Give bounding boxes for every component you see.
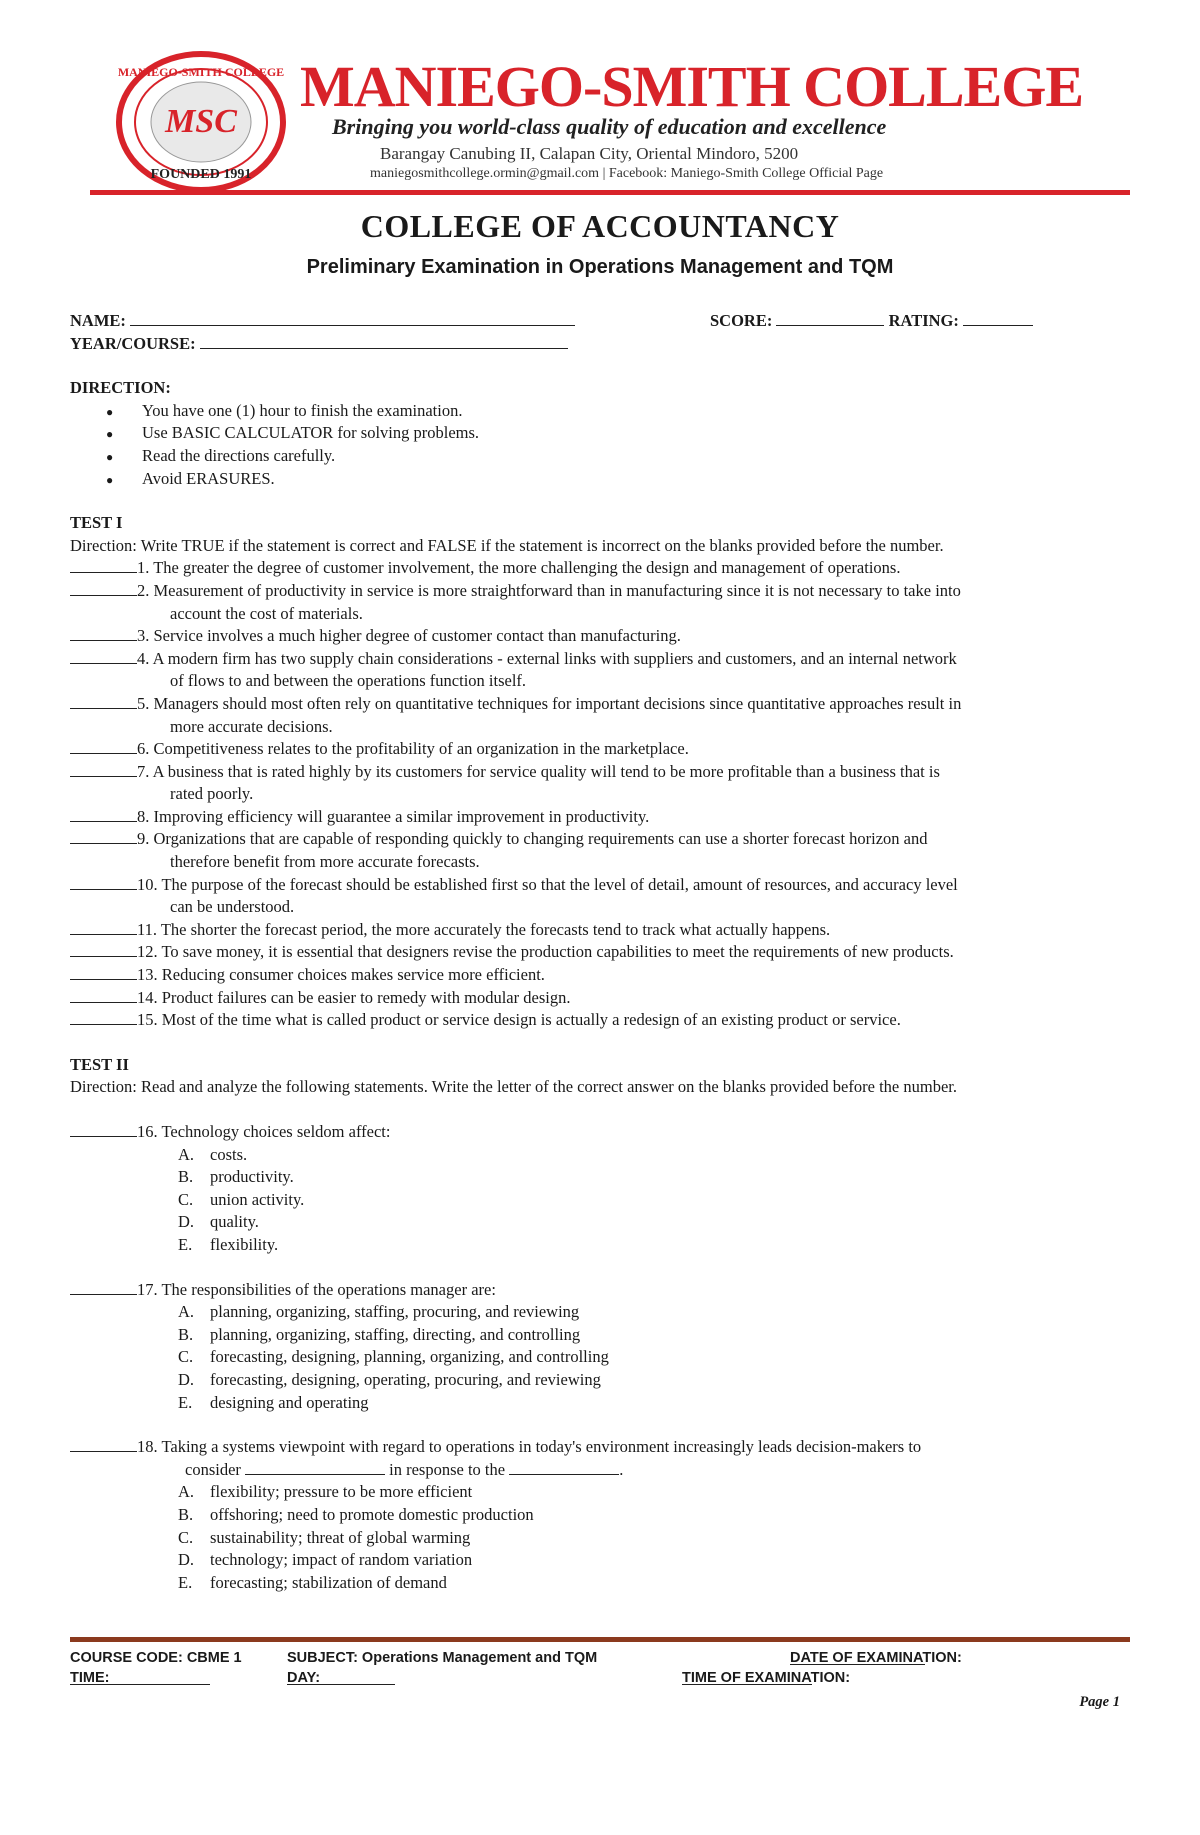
- list-item: ● You have one (1) hour to finish the examination.: [142, 400, 1140, 423]
- list-item: ● Avoid ERASURES.: [142, 468, 1140, 491]
- time-exam-field[interactable]: [682, 1670, 812, 1685]
- test1-direction: Direction: Write TRUE if the statement is correct and FALSE if the statement is incorrect on the blanks provided before the number.: [70, 535, 944, 555]
- course-code: COURSE CODE: CBME 1: [70, 1650, 242, 1666]
- option: A. planning, organizing, staffing, procuring, and reviewing: [178, 1302, 580, 1322]
- answer-blank[interactable]: [70, 920, 137, 935]
- name-label: NAME:: [70, 311, 126, 330]
- header-divider: [90, 190, 1130, 195]
- option: C. forecasting, designing, planning, organizing, and controlling: [178, 1347, 609, 1367]
- question-15: 15. Most of the time what is called product or service design is actually a redesign of an existing product or service.: [70, 1009, 1140, 1032]
- question-18-stem: 18. Taking a systems viewpoint with regard to operations in today's environment increasingly leads decision-makers to: [137, 1437, 922, 1457]
- college-seal-logo: [106, 50, 296, 195]
- option: C. sustainability; threat of global warming: [178, 1527, 471, 1547]
- date-field[interactable]: [790, 1650, 925, 1665]
- answer-blank[interactable]: [70, 875, 137, 890]
- name-score-line: [70, 310, 1140, 333]
- answer-blank[interactable]: [70, 762, 137, 777]
- seal-monogram: MSC: [165, 103, 237, 140]
- answer-blank[interactable]: [70, 581, 137, 596]
- college-address: Barangay Canubing II, Calapan City, Oriental Mindoro, 5200: [380, 144, 799, 163]
- year-course-line: [70, 333, 1140, 356]
- score-label: SCORE:: [710, 311, 773, 330]
- question-4: 4. A modern firm has two supply chain considerations - external links with suppliers and customers, and an internal network of flows to and between the operations function itself.: [70, 648, 1140, 693]
- year-course-label: YEAR/COURSE:: [70, 333, 196, 353]
- seal-bottom-text: FOUNDED 1991: [150, 167, 252, 182]
- question-9: 9. Organizations that are capable of responding quickly to changing requirements can use a shorter forecast horizon and therefore benefit from more accurate forecasts.: [70, 828, 1140, 873]
- footer-divider: [70, 1637, 1130, 1642]
- college-tagline: Bringing you world-class quality of education and excellence: [332, 114, 887, 139]
- question-16: [70, 1121, 1140, 1144]
- seal-top-text: MANIEGO-SMITH COLLEGE: [117, 65, 285, 79]
- answer-blank[interactable]: [70, 1437, 137, 1452]
- question-17-stem: 17. The responsibilities of the operations manager are:: [137, 1279, 496, 1299]
- question-1: 1. The greater the degree of customer involvement, the more challenging the design and management of operations.: [70, 557, 1140, 580]
- question-14: 14. Product failures can be easier to remedy with modular design.: [70, 987, 1140, 1010]
- option: B. productivity.: [178, 1167, 294, 1187]
- exam-title: Preliminary Examination in Operations Management and TQM: [306, 256, 894, 278]
- day-field[interactable]: [287, 1670, 395, 1685]
- name-field[interactable]: [130, 311, 575, 326]
- test1-questions: [70, 557, 1140, 1031]
- answer-blank[interactable]: [70, 829, 137, 844]
- option: D. technology; impact of random variation: [178, 1550, 473, 1570]
- fill-blank[interactable]: [509, 1460, 619, 1475]
- fill-blank[interactable]: [245, 1460, 385, 1475]
- option: B. offshoring; need to promote domestic production: [178, 1504, 534, 1524]
- rating-field[interactable]: [963, 311, 1033, 326]
- direction-list: [70, 400, 1140, 490]
- score-field[interactable]: [776, 311, 884, 326]
- test1-heading: TEST I: [70, 513, 123, 533]
- answer-blank[interactable]: [70, 558, 137, 573]
- question-11: 11. The shorter the forecast period, the more accurately the forecasts tend to track what actually happens.: [70, 919, 1140, 942]
- option: E. designing and operating: [178, 1392, 369, 1412]
- rating-label: RATING:: [888, 311, 959, 330]
- page-number: Page 1: [1079, 1694, 1120, 1710]
- answer-blank[interactable]: [70, 694, 137, 709]
- answer-blank[interactable]: [70, 1010, 137, 1025]
- subject: SUBJECT: Operations Management and TQM: [287, 1650, 598, 1666]
- answer-blank[interactable]: [70, 626, 137, 641]
- test2-direction: Direction: Read and analyze the following statements. Write the letter of the correct answer on the blanks provided before the number.: [70, 1077, 957, 1097]
- answer-blank[interactable]: [70, 988, 137, 1003]
- answer-blank[interactable]: [70, 807, 137, 822]
- question-17-options: [70, 1301, 1140, 1414]
- time-field[interactable]: [70, 1670, 210, 1685]
- question-13: 13. Reducing consumer choices makes service more efficient.: [70, 964, 1140, 987]
- option: D. forecasting, designing, operating, procuring, and reviewing: [178, 1369, 601, 1389]
- question-18-continuation: consider in response to the .: [185, 1459, 624, 1479]
- answer-blank[interactable]: [70, 649, 137, 664]
- list-item: ● Use BASIC CALCULATOR for solving problems.: [142, 422, 1140, 445]
- college-name: MANIEGO-SMITH COLLEGE: [300, 54, 1084, 119]
- option: A. costs.: [178, 1144, 248, 1164]
- option: E. forecasting; stabilization of demand: [178, 1572, 447, 1592]
- question-17: [70, 1279, 1140, 1302]
- answer-blank[interactable]: [70, 965, 137, 980]
- option: E. flexibility.: [178, 1234, 279, 1254]
- question-16-options: [70, 1144, 1140, 1257]
- option: D. quality.: [178, 1212, 259, 1232]
- answer-blank[interactable]: [70, 739, 137, 754]
- question-8: 8. Improving efficiency will guarantee a similar improvement in productivity.: [70, 806, 1140, 829]
- question-2: 2. Measurement of productivity in service is more straightforward than in manufacturing since it is not necessary to take into account the cost of materials.: [70, 580, 1140, 625]
- question-12: 12. To save money, it is essential that designers revise the production capabilities to meet the requirements of new products.: [70, 941, 1140, 964]
- answer-blank[interactable]: [70, 1122, 137, 1137]
- question-18-options: [70, 1481, 1140, 1594]
- department-title: COLLEGE OF ACCOUNTANCY: [360, 208, 840, 244]
- question-3: 3. Service involves a much higher degree of customer contact than manufacturing.: [70, 625, 1140, 648]
- question-7: 7. A business that is rated highly by its customers for service quality will tend to be more profitable than a business that is rated poorly.: [70, 761, 1140, 806]
- list-item: ● Read the directions carefully.: [142, 445, 1140, 468]
- option: C. union activity.: [178, 1189, 305, 1209]
- test2-heading: TEST II: [70, 1054, 129, 1074]
- question-16-stem: 16. Technology choices seldom affect:: [137, 1122, 391, 1141]
- letterhead: [100, 46, 1120, 196]
- answer-blank[interactable]: [70, 1280, 137, 1295]
- question-18: [70, 1436, 1140, 1459]
- college-contact: maniegosmithcollege.ormin@gmail.com | Facebook: Maniego-Smith College Official Page: [370, 166, 884, 181]
- direction-heading: DIRECTION:: [70, 378, 171, 398]
- option: A. flexibility; pressure to be more efficient: [178, 1482, 473, 1502]
- year-course-field[interactable]: [200, 334, 568, 349]
- question-5: 5. Managers should most often rely on quantitative techniques for important decisions since quantitative approaches result in more accurate decisions.: [70, 693, 1140, 738]
- question-6: 6. Competitiveness relates to the profitability of an organization in the marketplace.: [70, 738, 1140, 761]
- footer: COURSE CODE: CBME 1 SUBJECT: Operations Management and TQM DATE OF EXAMINATION: TIME: DAY: TIME OF EXAMINATION: Page 1: [70, 1650, 1120, 1710]
- option: B. planning, organizing, staffing, directing, and controlling: [178, 1324, 581, 1344]
- question-10: 10. The purpose of the forecast should be established first so that the level of detail, amount of resources, and accuracy level can be understood.: [70, 874, 1140, 919]
- answer-blank[interactable]: [70, 942, 137, 957]
- exam-body: [70, 310, 1140, 1594]
